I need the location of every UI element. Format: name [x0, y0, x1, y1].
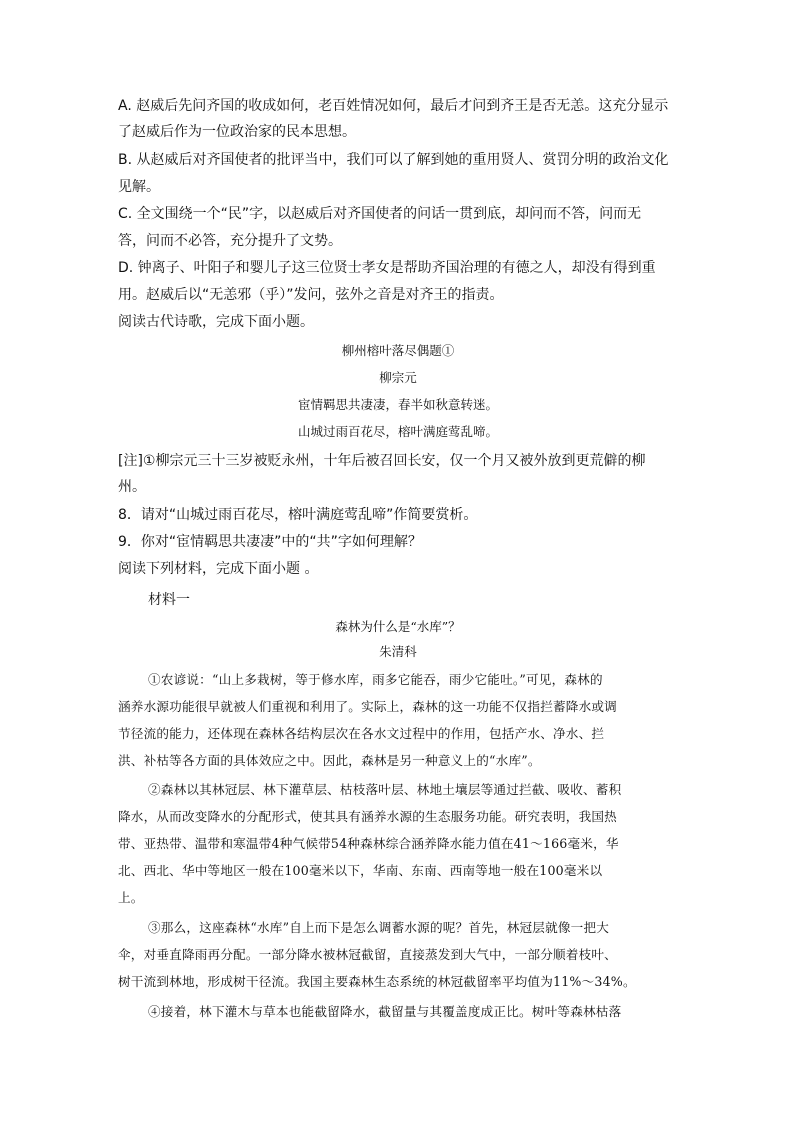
paragraph-3-line-2: 伞，对垂直降雨再分配。一部分降水被林冠截留，直接蒸发到大气中，一部分顺着枝叶、 — [118, 947, 617, 962]
paragraph-1-line-4: 洪、补枯等各方面的具体效应之中。因此，森林是另一种意义上的“水库”。 — [118, 753, 541, 768]
option-b-line-1: B. 从赵威后对齐国使者的批评当中，我们可以了解到她的重用贤人、赏罚分明的政治文化 — [118, 152, 669, 168]
paragraph-1-line-1: ①农谚说：“山上多栽树，等于修水库，雨多它能吞，雨少它能吐。”可见，森林的 — [148, 672, 603, 687]
poem-author: 柳宗元 — [379, 370, 417, 385]
paragraph-2-line-1: ②森林以其林冠层、林下灌草层、枯枝落叶层、林地土壤层等通过拦截、吸收、蓄积 — [148, 782, 622, 797]
option-d-line-1: D. 钟离子、叶阳子和婴儿子这三位贤士孝女是帮助齐国治理的有德之人，却没有得到重 — [118, 260, 656, 276]
article-author: 朱清科 — [379, 644, 417, 659]
paragraph-3-line-3: 树干流到林地，形成树干径流。我国主要森林生态系统的林冠截留率平均值为11%～34%。 — [118, 974, 636, 989]
paragraph-2-line-2: 降水，从而改变降水的分配形式，使其具有涵养水源的生态服务功能。研究表明，我国热 — [118, 809, 617, 824]
poem-intro: 阅读古代诗歌，完成下面小题。 — [118, 314, 314, 330]
poem-note-line-1: [注]①柳宗元三十三岁被贬永州，十年后被召回长安，仅一个月又被外放到更荒僻的柳 — [118, 453, 646, 469]
poem-title: 柳州榕叶落尽偶题① — [341, 343, 455, 358]
paragraph-2-line-4: 北、西北、华中等地区一般在100毫米以下，华南、东南、西南等地一般在100毫米以 — [118, 863, 603, 878]
option-c-line-1: C. 全文围绕一个“民”字，以赵威后对齐国使者的问话一贯到底，却问而不答，问而无 — [118, 206, 642, 222]
material-label: 材料一 — [148, 592, 190, 608]
paragraph-1-line-3: 节径流的能力，还体现在森林各结构层次在各水文过程中的作用，包括产水、净水、拦 — [118, 726, 605, 741]
paragraph-3-line-1: ③那么，这座森林“水库”自上而下是怎么调蓄水源的呢？首先，林冠层就像一把大 — [148, 920, 610, 935]
poem-verse-1: 宦情羁思共凄凄，春半如秋意转迷。 — [297, 397, 498, 412]
paragraph-1-line-2: 涵养水源功能很早就被人们重视和利用了。实际上，森林的这一功能不仅指拦蓄降水或调 — [118, 699, 617, 714]
paragraph-2-line-3: 带、亚热带、温带和寒温带4种气候带54种森林综合涵养降水能力值在41～166毫米，华 — [118, 836, 619, 851]
poem-note-line-2: 州。 — [118, 479, 146, 495]
poem-verse-2: 山城过雨百花尽，榕叶满庭莺乱啼。 — [297, 424, 498, 439]
option-b-line-2: 见解。 — [118, 179, 160, 195]
option-d-line-2: 用。赵威后以“无恙邪（乎）”发问，弦外之音是对齐王的指责。 — [118, 287, 504, 303]
paragraph-4-line-1: ④接着，林下灌木与草本也能截留降水，截留量与其覆盖度成正比。树叶等森林枯落 — [148, 1004, 622, 1019]
paragraph-2-line-5: 上。 — [118, 890, 144, 905]
option-c-line-2: 答，问而不必答，充分提升了文势。 — [118, 233, 342, 249]
option-a-line-2: 了赵威后作为一位政治家的民本思想。 — [118, 124, 356, 140]
question-9: 9．你对“宦情羁思共凄凄”中的“共”字如何理解？ — [118, 534, 422, 550]
question-8: 8．请对“山城过雨百花尽，榕叶满庭莺乱啼”作简要赏析。 — [118, 507, 478, 523]
article-title: 森林为什么是“水库”？ — [335, 619, 461, 634]
material-intro: 阅读下列材料，完成下面小题 。 — [118, 561, 319, 577]
option-a-line-1: A. 赵威后先问齐国的收成如何，老百姓情况如何，最后才问到齐王是否无恙。这充分显示 — [118, 98, 669, 114]
